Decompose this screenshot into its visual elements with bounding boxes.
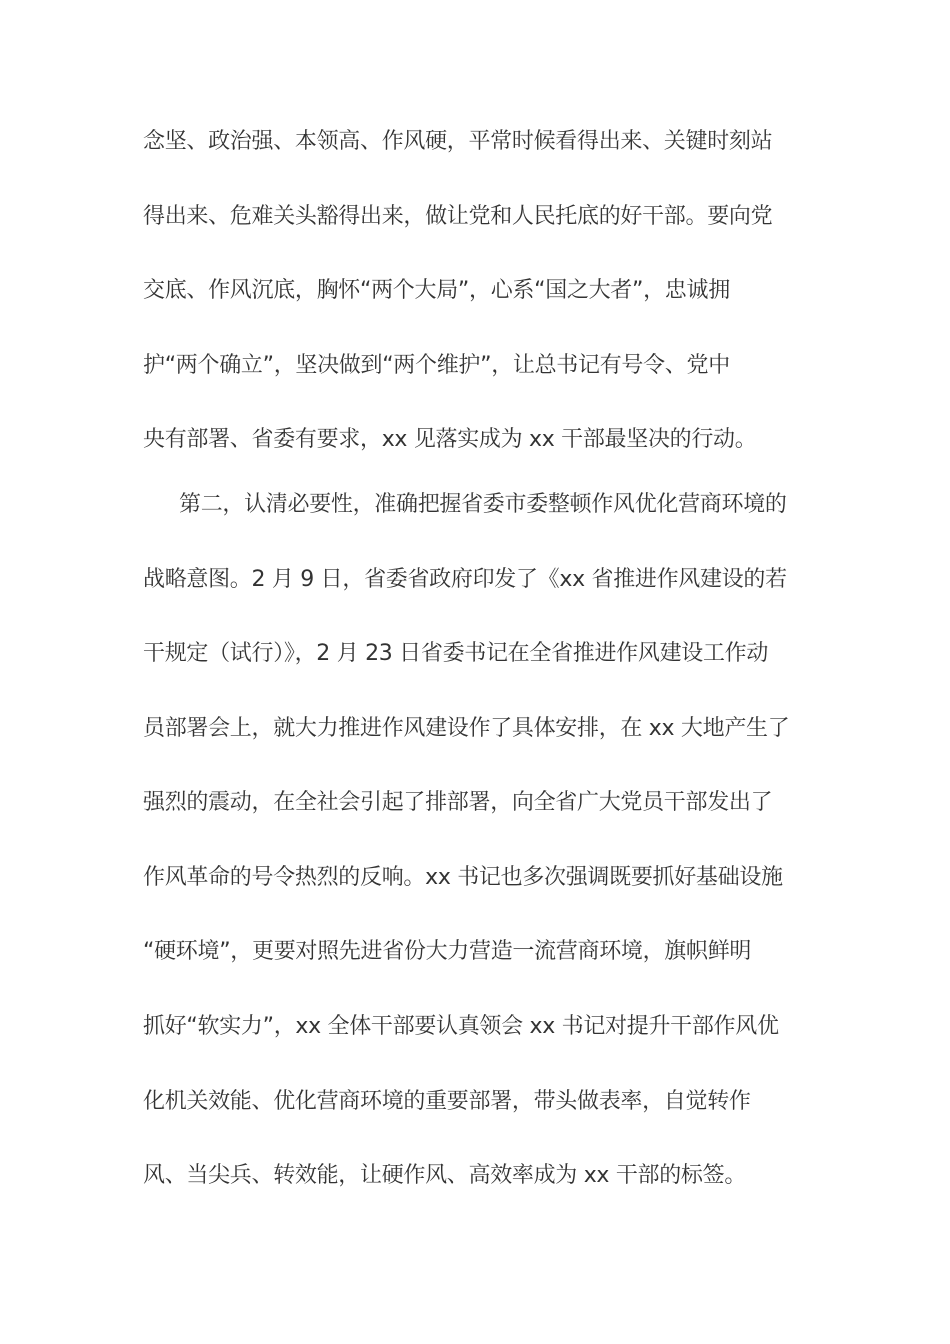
text-line: “硬环境”，更要对照先进省份大力营造一流营商环境，旗帜鲜明 <box>143 939 752 964</box>
text-line: 作风革命的号令热烈的反响。xx 书记也多次强调既要抓好基础设施 <box>143 865 783 890</box>
text-line-indented: 第二，认清必要性，准确把握省委市委整顿作风优化营商环境的 <box>179 492 787 517</box>
text-line: 化机关效能、优化营商环境的重要部署，带头做表率，自觉转作 <box>143 1089 751 1114</box>
text-line: 护“两个确立”，坚决做到“两个维护”，让总书记有号令、党中 <box>143 353 730 378</box>
text-line: 干规定（试行）》，2 月 23 日省委书记在全省推进作风建设工作动 <box>143 641 769 666</box>
text-line: 交底、作风沉底，胸怀“两个大局”，心系“国之大者”，忠诚拥 <box>143 278 730 303</box>
text-line: 强烈的震动，在全社会引起了排部署，向全省广大党员干部发出了 <box>143 790 773 815</box>
text-line: 央有部署、省委有要求，xx 见落实成为 xx 干部最坚决的行动。 <box>143 427 757 452</box>
text-line: 风、当尖兵、转效能，让硬作风、高效率成为 xx 干部的标签。 <box>143 1163 747 1188</box>
text-line: 念坚、政治强、本领高、作风硬，平常时候看得出来、关键时刻站 <box>143 129 773 154</box>
text-line: 员部署会上，就大力推进作风建设作了具体安排，在 xx 大地产生了 <box>143 716 790 741</box>
text-line: 战略意图。2 月 9 日，省委省政府印发了《xx 省推进作风建设的若 <box>143 567 787 592</box>
text-line: 得出来、危难关头豁得出来，做让党和人民托底的好干部。要向党 <box>143 204 773 229</box>
text-line: 抓好“软实力”，xx 全体干部要认真领会 xx 书记对提升干部作风优 <box>143 1014 779 1039</box>
